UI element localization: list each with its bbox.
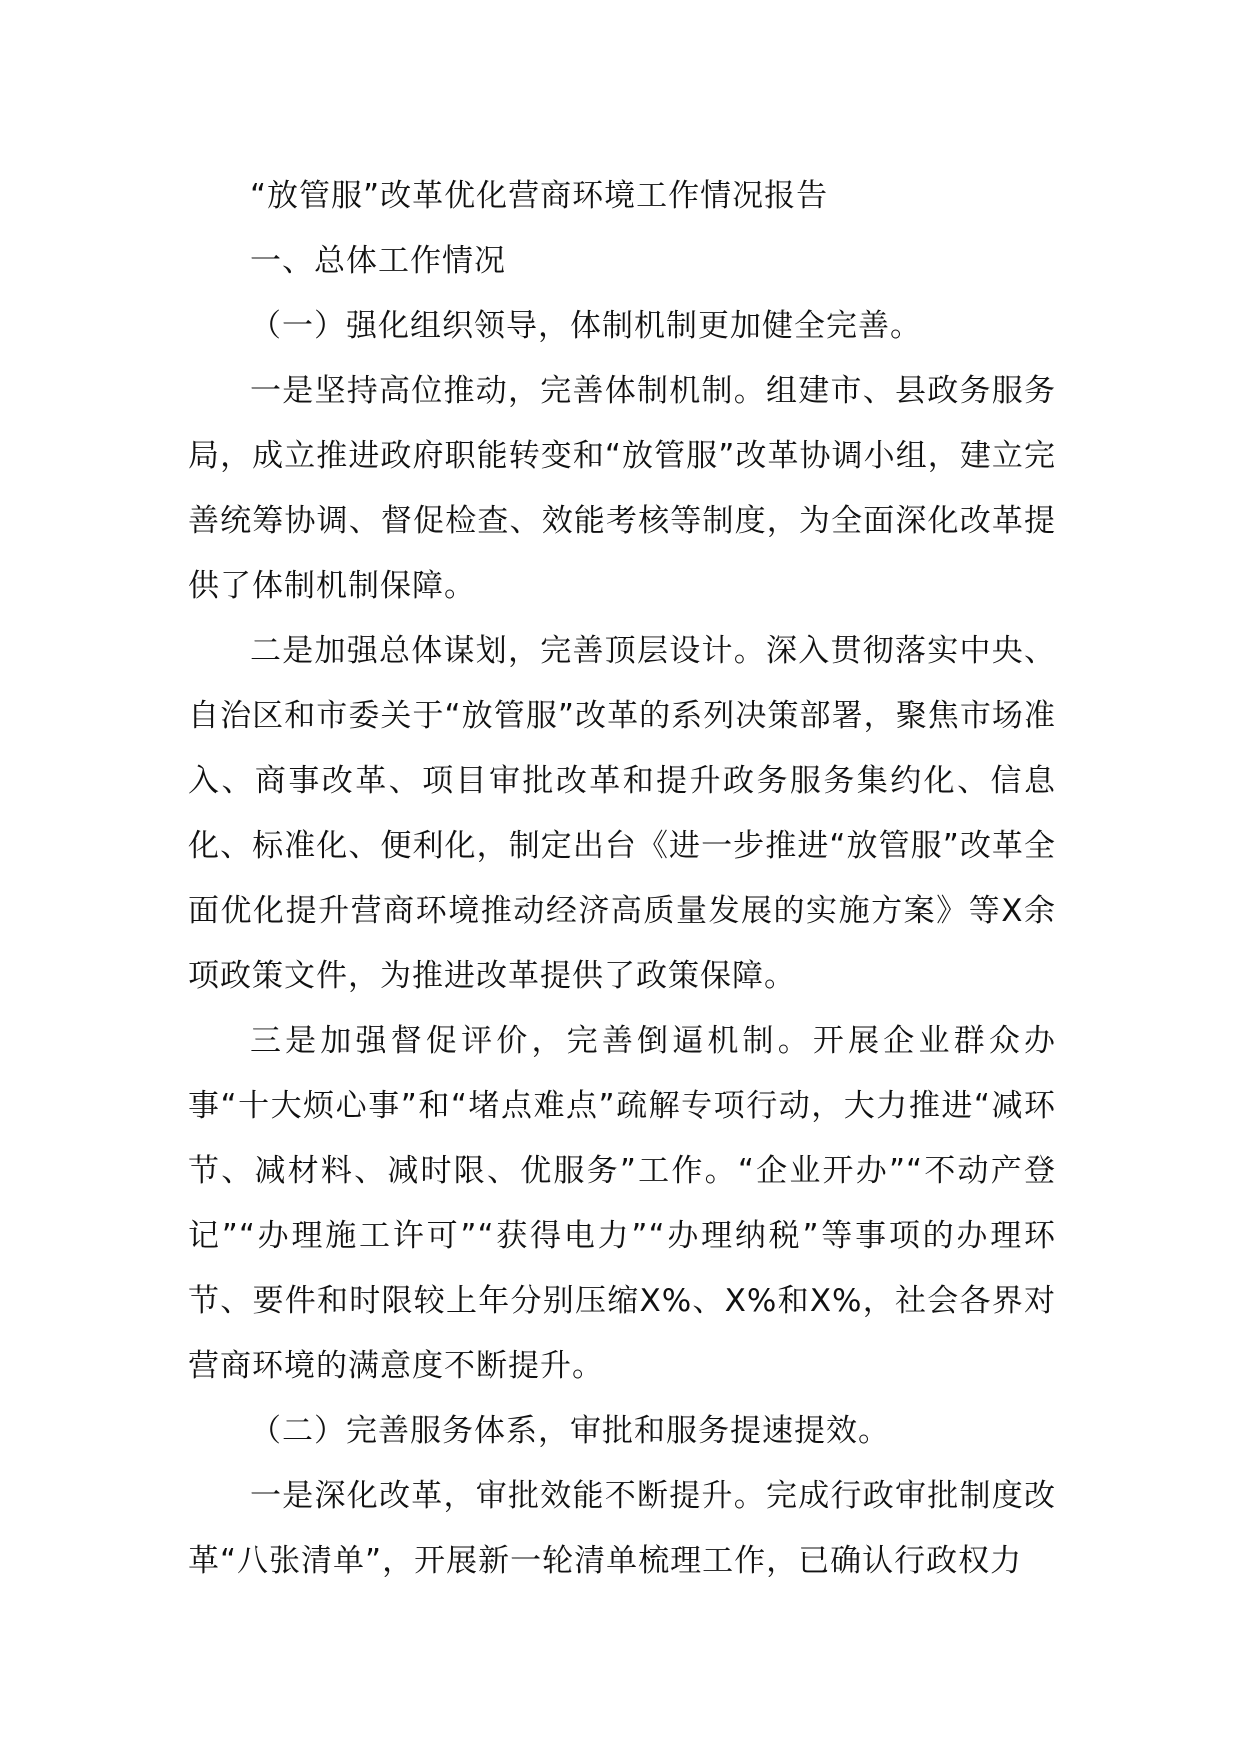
subsection-heading: （一）强化组织领导，体制机制更加健全完善。 bbox=[250, 308, 922, 344]
body-paragraph: 一是坚持高位推动，完善体制机制。组建市、县政务服务局，成立推进政府职能转变和“放管服”改革协调小组，建立完善统筹协调、督促检查、效能考核等制度，为全面深化改革提供了体制机制保障。 bbox=[188, 373, 1056, 604]
document-title: “放管服”改革优化营商环境工作情况报告 bbox=[250, 178, 829, 214]
document-page bbox=[188, 164, 1056, 1594]
body-paragraph: 一是深化改革，审批效能不断提升。完成行政审批制度改革“八张清单”，开展新一轮清单梳理工作，已确认行政权力 bbox=[188, 1478, 1056, 1579]
body-paragraph: 三是加强督促评价，完善倒逼机制。开展企业群众办事“十大烦心事”和“堵点难点”疏解专项行动，大力推进“减环节、减材料、减时限、优服务”工作。“企业开办”“不动产登记”“办理施工许可”“获得电力”“办理纳税”等事项的办理环节、要件和时限较上年分别压缩X%、X%和X%，社会各界对营商环境的满意度不断提升。 bbox=[188, 1023, 1056, 1384]
subsection-heading: （二）完善服务体系，审批和服务提速提效。 bbox=[250, 1413, 890, 1449]
section-heading: 一、总体工作情况 bbox=[250, 243, 506, 279]
body-paragraph: 二是加强总体谋划，完善顶层设计。深入贯彻落实中央、自治区和市委关于“放管服”改革的系列决策部署，聚焦市场准入、商事改革、项目审批改革和提升政务服务集约化、信息化、标准化、便利化，制定出台《进一步推进“放管服”改革全面优化提升营商环境推动经济高质量发展的实施方案》等X余项政策文件，为推进改革提供了政策保障。 bbox=[188, 633, 1056, 994]
